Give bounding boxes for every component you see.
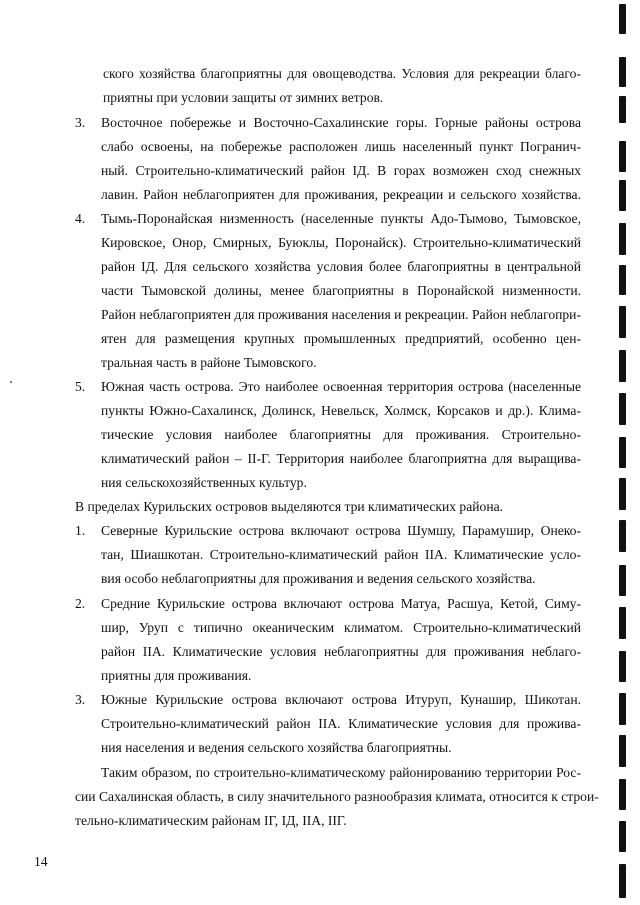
scan-mark (619, 4, 626, 34)
text-line: вия особо неблагоприятны для проживания и ведения сельского хозяйства. (101, 571, 536, 586)
scan-mark (619, 651, 626, 682)
scan-mark (619, 265, 626, 295)
text-line: Таким образом, по строительно-климатическому районированию территории Рос- (101, 765, 581, 780)
text-line: Район неблагоприятен для проживания населения и рекреации. Район неблагопри- (101, 307, 581, 322)
page-number: 14 (34, 854, 48, 869)
scan-mark (619, 779, 626, 810)
text-line: ского хозяйства благоприятны для овощеводства. Условия для рекреации благо- (103, 66, 581, 81)
scan-mark (619, 57, 626, 87)
text-line: Кировское, Онор, Смирных, Буюклы, Поронайск). Строительно-климатический (101, 235, 581, 250)
scan-mark (619, 223, 626, 255)
scan-mark (619, 350, 626, 382)
scan-mark (619, 607, 626, 639)
scan-mark (619, 141, 626, 172)
text-line: шир, Уруп с типично океаническим климатом. Строительно-климатический (101, 620, 581, 635)
text-line: ятен для размещения крупных промышленных предприятий, особенно цен- (101, 331, 581, 346)
text-line: Строительно-климатический район IIА. Климатические условия для прожива- (101, 716, 581, 731)
scan-speck (10, 381, 12, 383)
scan-mark (619, 821, 626, 852)
scan-mark (619, 478, 626, 510)
scan-mark (619, 735, 626, 767)
text-line: слабо освоены, на побережье расположен лишь населенный пункт Погранич- (101, 139, 581, 154)
text-line: ния сельскохозяйственных культур. (101, 475, 307, 490)
text-line: Северные Курильские острова включают острова Шумшу, Парамушир, Онеко- (101, 523, 581, 538)
text-line: приятны при условии защиты от зимних ветров. (103, 90, 384, 105)
text-line: климатический район – II-Г. Территория наиболее благоприятна для выращива- (101, 451, 581, 466)
text-line: Южные Курильские острова включают острова Итуруп, Кунашир, Шикотан. (101, 692, 581, 707)
text-line: Тымь-Поронайская низменность (населенные пункты Адо-Тымово, Тымовское, (101, 211, 581, 226)
text-line: пункты Южно-Сахалинск, Долинск, Невельск, Холмск, Корсаков и др.). Клима- (101, 403, 581, 418)
scan-mark (619, 393, 626, 425)
list-number: 5. (75, 379, 86, 394)
scan-mark (619, 693, 626, 725)
text-line: район IД. Для сельского хозяйства условия более благоприятны в центральной (101, 259, 581, 274)
scan-mark (619, 437, 626, 468)
text-line: В пределах Курильских островов выделяются три климатических района. (75, 499, 504, 514)
scan-mark (619, 306, 626, 338)
list-number: 4. (75, 211, 86, 226)
list-number: 3. (75, 115, 86, 130)
text-line: Южная часть острова. Это наиболее освоенная территория острова (населенные (101, 379, 581, 394)
text-line: тические условия наиболее благоприятны для проживания. Строительно- (101, 427, 581, 442)
text-line: район IIА. Климатические условия неблагоприятны для проживания неблаго- (101, 644, 581, 659)
text-line: тральная часть в районе Тымовского. (101, 355, 317, 370)
text-line: Средние Курильские острова включают острова Матуа, Расшуа, Кетой, Симу- (101, 596, 581, 611)
text-line: ный. Строительно-климатический район IД. В горах возможен сход снежных (101, 163, 581, 178)
scan-mark (619, 96, 626, 123)
scan-mark (619, 565, 626, 596)
text-line: части Тымовской долины, менее благоприятны в Поронайской низменности. (101, 283, 581, 298)
list-number: 2. (75, 596, 86, 611)
text-line: приятны для проживания. (101, 668, 252, 683)
list-number: 1. (75, 523, 86, 538)
scan-mark (619, 180, 626, 211)
text-line: сии Сахалинская область, в силу значительного разнообразия климата, относится к строи- (75, 789, 599, 804)
scan-mark (619, 520, 626, 552)
text-line: тельно-климатическим районам IГ, IД, IIА, IIГ. (75, 813, 347, 828)
text-line: лавин. Район неблагоприятен для проживания, рекреации и сельского хозяйства. (101, 187, 581, 202)
text-line: Восточное побережье и Восточно-Сахалинские горы. Горные районы острова (101, 115, 581, 130)
scan-mark (619, 864, 626, 898)
list-number: 3. (75, 692, 86, 707)
text-line: ния населения и ведения сельского хозяйства благоприятны. (101, 740, 452, 755)
text-line: тан, Шиашкотан. Строительно-климатический район IIА. Климатические усло- (101, 547, 581, 562)
